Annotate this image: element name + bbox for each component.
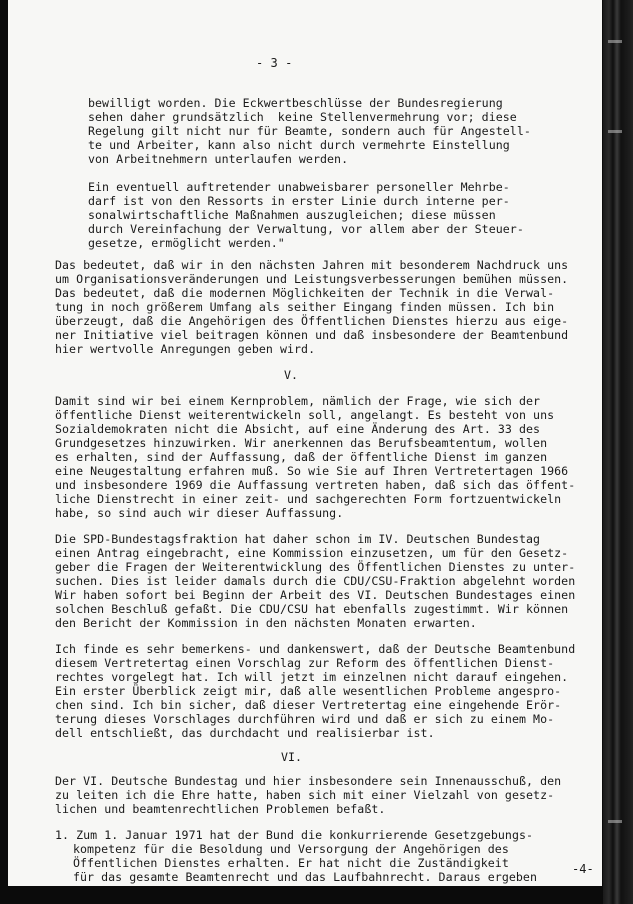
- page-header: - 3 -: [256, 56, 293, 70]
- text-line: ner Initiative viel beitragen können und daß insbesondere der Beamtenbund: [55, 328, 569, 342]
- text-line: Grundgesetzes hinzuwirken. Wir anerkennen das Berufsbeamtentum, wollen: [55, 436, 548, 450]
- text-line: Das bedeutet, daß wir in den nächsten Jahren mit besonderem Nachdruck uns: [55, 258, 569, 272]
- scan-border-bottom: [8, 886, 603, 904]
- list-item-line: kompetenz für die Besoldung und Versorgung der Angehörigen des: [73, 842, 509, 856]
- text-line: Die SPD-Bundestagsfraktion hat daher schon im IV. Deutschen Bundestag: [55, 532, 541, 546]
- text-line: bewilligt worden. Die Eckwertbeschlüsse der Bundesregierung: [88, 96, 503, 110]
- text-line: und insbesondere 1969 die Auffassung vertreten haben, daß sich das öffent-: [55, 478, 576, 492]
- scan-border-right: [603, 0, 633, 904]
- scan-edge-mark: [608, 40, 622, 43]
- text-line: rechtes vorgelegt hat. Ich will jetzt im einzelnen nicht darauf eingehen.: [55, 670, 569, 684]
- text-line: Ich finde es sehr bemerkens- und dankenswert, daß der Deutsche Beamtenbund: [55, 642, 576, 656]
- text-line: liche Dienstrecht in einer zeit- und sachgerechten Form fortzuentwickeln: [55, 492, 562, 506]
- text-line: zu leiten ich die Ehre hatte, haben sich mit einer Vielzahl von gesetz-: [55, 788, 555, 802]
- text-line: Wir haben sofort bei Beginn der Arbeit des VI. Deutschen Bundestages einen: [55, 588, 576, 602]
- text-line: terung dieses Vorschlages durchführen wird und daß er sich zu einem Mo-: [55, 712, 555, 726]
- page-footer: -4-: [572, 862, 594, 876]
- document-page: [8, 0, 602, 886]
- text-line: tung in noch größerem Umfang als seither Eingang finden müssen. Ich bin: [55, 300, 555, 314]
- text-line: Das bedeutet, daß die modernen Möglichkeiten der Technik in die Verwal-: [55, 286, 555, 300]
- text-line: sehen daher grundsätzlich keine Stellenvermehrung vor; diese: [88, 110, 517, 124]
- text-line: geber die Fragen der Weiterentwicklung des Öffentlichen Dienstes zu unter-: [55, 560, 576, 574]
- text-line: von Arbeitnehmern unterlaufen werden.: [88, 152, 349, 166]
- text-line: um Organisationsveränderungen und Leistungsverbesserungen bemühen müssen.: [55, 272, 569, 286]
- text-line: durch Vereinfachung der Verwaltung, vor allem aber der Steuer-: [88, 222, 524, 236]
- text-line: Ein eventuell auftretender unabweisbarer personeller Mehrbe-: [88, 180, 510, 194]
- section-heading: VI.: [281, 750, 303, 764]
- text-line: dell entschließt, das durchdacht und realisierbar ist.: [55, 726, 435, 740]
- scan-edge-mark: [608, 130, 622, 133]
- text-line: te und Arbeiter, kann also nicht durch vermehrte Einstellung: [88, 138, 510, 152]
- text-line: sonalwirtschaftliche Maßnahmen auszugleichen; diese müssen: [88, 208, 496, 222]
- text-line: öffentliche Dienst weiterentwickeln soll, angelangt. Es besteht von uns: [55, 408, 555, 422]
- scan-edge-mark: [608, 820, 622, 823]
- text-line: chen sind. Ich bin sicher, daß dieser Vertretertag eine eingehende Erör-: [55, 698, 562, 712]
- text-line: Regelung gilt nicht nur für Beamte, sondern auch für Angestell-: [88, 124, 531, 138]
- list-item-line: Öffentlichen Dienstes erhalten. Er hat nicht die Zuständigkeit: [73, 856, 509, 870]
- section-heading: V.: [284, 368, 299, 382]
- text-line: Sozialdemokraten nicht die Absicht, auf eine Änderung des Art. 33 des: [55, 422, 541, 436]
- text-line: gesetze, ermöglicht werden.": [88, 236, 285, 250]
- text-line: Ein erster Überblick zeigt mir, daß alle wesentlichen Probleme angespro-: [55, 684, 562, 698]
- text-line: Der VI. Deutsche Bundestag und hier insbesondere sein Innenausschuß, den: [55, 774, 562, 788]
- list-item-line: für das gesamte Beamtenrecht und das Laufbahnrecht. Daraus ergeben: [73, 870, 537, 884]
- text-line: suchen. Dies ist leider damals durch die CDU/CSU-Fraktion abgelehnt worden: [55, 574, 576, 588]
- text-line: diesem Vertretertag einen Vorschlag zur Reform des öffentlichen Dienst-: [55, 656, 555, 670]
- text-line: eine Neugestaltung erfahren muß. So wie Sie auf Ihren Vertretertagen 1966: [55, 464, 569, 478]
- text-line: darf ist von den Ressorts in erster Linie durch interne per-: [88, 194, 510, 208]
- text-line: Damit sind wir bei einem Kernproblem, nämlich der Frage, wie sich der: [55, 394, 541, 408]
- text-line: es erhalten, sind der Auffassung, daß der öffentliche Dienst im ganzen: [55, 450, 548, 464]
- text-line: hier wertvolle Anregungen geben wird.: [55, 342, 316, 356]
- text-line: den Bericht der Kommission in den nächsten Monaten erwarten.: [55, 616, 477, 630]
- text-line: einen Antrag eingebracht, eine Kommission einzusetzen, um für den Gesetz-: [55, 546, 569, 560]
- text-line: überzeugt, daß die Angehörigen des Öffentlichen Dienstes hierzu aus eige-: [55, 314, 569, 328]
- text-line: habe, so sind auch wir dieser Auffassung.: [55, 506, 344, 520]
- text-line: lichen und beamtenrechtlichen Problemen befaßt.: [55, 802, 386, 816]
- list-item-line: 1. Zum 1. Januar 1971 hat der Bund die konkurrierende Gesetzgebungs-: [55, 828, 534, 842]
- text-line: solchen Beschluß gefaßt. Die CDU/CSU hat ebenfalls zugestimmt. Wir können: [55, 602, 569, 616]
